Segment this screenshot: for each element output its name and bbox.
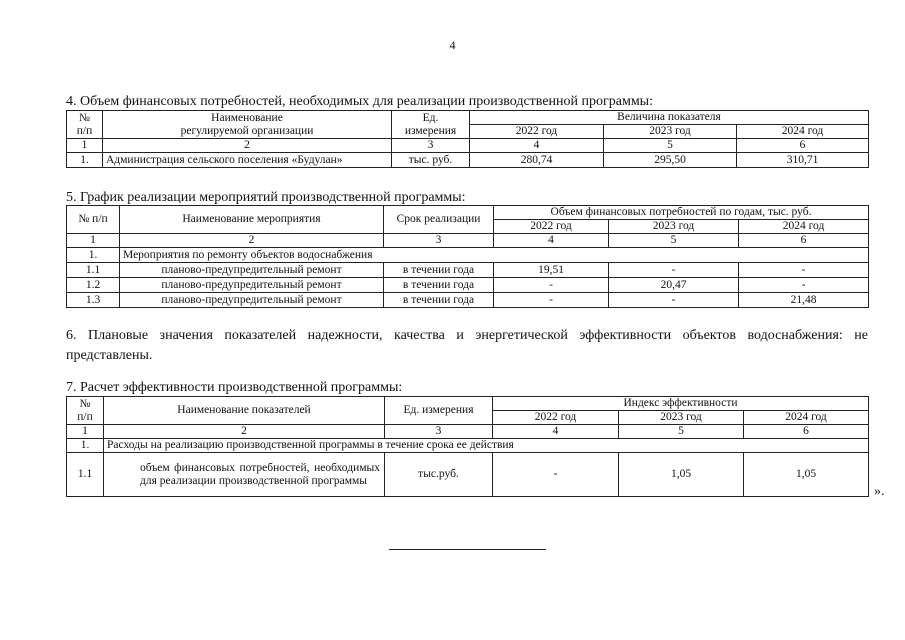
table-row <box>67 293 869 308</box>
col-name-header: Наименование мероприятия <box>120 206 384 234</box>
row-no: 1. <box>67 248 120 263</box>
event-term: в течении года <box>384 278 494 293</box>
year-header: 2023 год <box>619 411 744 425</box>
closing-quote: ». <box>874 484 885 499</box>
value-group-header: Индекс эффективности <box>493 397 869 411</box>
row-no: 1.3 <box>67 293 120 308</box>
col-term-header: Срок реализации <box>384 206 494 234</box>
row-no: 1. <box>67 153 103 168</box>
value-cell: 21,48 <box>739 293 869 308</box>
organization-name: Администрация сельского поселения «Будулан» <box>103 153 392 168</box>
event-name: планово-предупредительный ремонт <box>120 293 384 308</box>
year-header: 2024 год <box>739 220 869 234</box>
section-5-heading: 5. График реализации мероприятий производственной программы: <box>66 190 466 205</box>
value-cell: - <box>493 453 619 497</box>
value-group-header: Объем финансовых потребностей по годам, тыс. руб. <box>494 206 869 220</box>
value-cell: 280,74 <box>470 153 604 168</box>
value-cell: - <box>494 293 609 308</box>
year-header: 2023 год <box>604 125 737 139</box>
group-title: Расходы на реализацию производственной программы в течение срока ее действия <box>104 439 869 453</box>
numbering-row: 1 2 3 4 5 6 <box>67 139 869 153</box>
group-title: Мероприятия по ремонту объектов водоснабжения <box>120 248 869 263</box>
table-row <box>67 453 869 497</box>
row-no: 1.1 <box>67 263 120 278</box>
value-cell: - <box>739 278 869 293</box>
year-header: 2022 год <box>493 411 619 425</box>
financial-needs-table <box>66 110 869 168</box>
row-no: 1.2 <box>67 278 120 293</box>
value-cell: - <box>739 263 869 278</box>
value-cell: - <box>494 278 609 293</box>
table-row <box>67 153 869 168</box>
col-no-header: № п/п <box>67 111 103 139</box>
section-6-text: 6. Плановые значения показателей надежности, качества и энергетической эффективности объектов водоснабжения: не представлены. <box>66 328 868 363</box>
value-cell: 1,05 <box>619 453 744 497</box>
value-cell: 1,05 <box>744 453 869 497</box>
year-header: 2022 год <box>494 220 609 234</box>
value-cell: 20,47 <box>609 278 739 293</box>
row-unit: тыс. руб. <box>392 153 470 168</box>
value-group-header: Величина показателя <box>470 111 869 125</box>
group-row <box>67 248 869 263</box>
col-unit-header: Ед. измерения <box>392 111 470 139</box>
section-7-heading: 7. Расчет эффективности производственной программы: <box>66 380 403 395</box>
event-name: планово-предупредительный ремонт <box>120 278 384 293</box>
col-name-header: Наименование регулируемой организации <box>103 111 392 139</box>
year-header: 2024 год <box>737 125 869 139</box>
year-header: 2022 год <box>470 125 604 139</box>
year-header: 2023 год <box>609 220 739 234</box>
numbering-row: 1 2 3 4 5 6 <box>67 425 869 439</box>
value-cell: 310,71 <box>737 153 869 168</box>
section-4-heading: 4. Объем финансовых потребностей, необходимых для реализации производственной программы: <box>66 94 653 109</box>
value-cell: - <box>609 293 739 308</box>
row-no: 1.1 <box>67 453 104 497</box>
row-unit: тыс.руб. <box>385 453 493 497</box>
table-row <box>67 263 869 278</box>
year-header: 2024 год <box>744 411 869 425</box>
row-no: 1. <box>67 439 104 453</box>
col-no-header: № п/п <box>67 206 120 234</box>
col-name-header: Наименование показателей <box>104 397 385 425</box>
page-number: 4 <box>449 38 456 52</box>
numbering-row: 1 2 3 4 5 6 <box>67 234 869 248</box>
indicator-name: объем финансовых потребностей, необходимых для реализации производственной программы <box>104 453 385 497</box>
event-term: в течении года <box>384 293 494 308</box>
event-name: планово-предупредительный ремонт <box>120 263 384 278</box>
value-cell: 19,51 <box>494 263 609 278</box>
group-row <box>67 439 869 453</box>
value-cell: - <box>609 263 739 278</box>
col-no-header: № п/п <box>67 397 104 425</box>
col-unit-header: Ед. измерения <box>385 397 493 425</box>
schedule-table-grid <box>66 205 869 308</box>
value-cell: 295,50 <box>604 153 737 168</box>
efficiency-table <box>66 396 869 497</box>
footer-rule <box>389 549 546 550</box>
table-row <box>67 278 869 293</box>
event-term: в течении года <box>384 263 494 278</box>
